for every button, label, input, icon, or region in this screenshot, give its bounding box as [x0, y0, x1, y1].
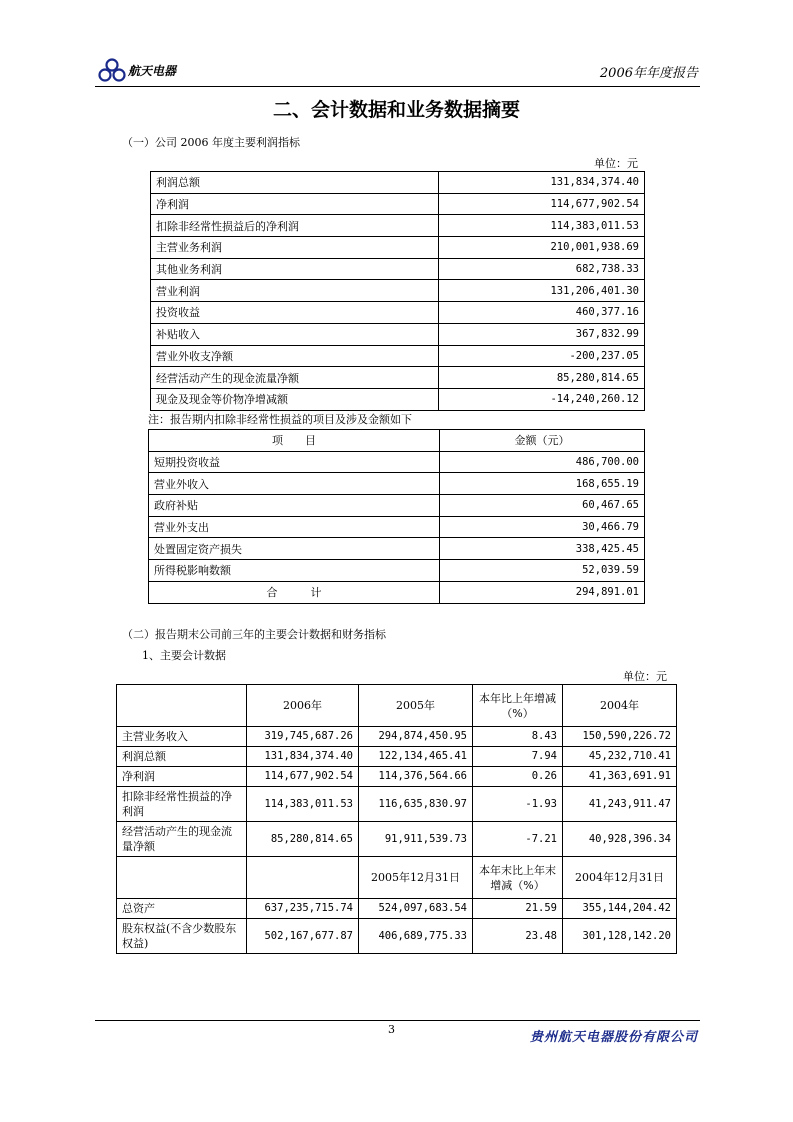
total-value: 294,891.01: [440, 581, 645, 603]
table-row: [117, 899, 677, 919]
value-2004: 41,363,691.91: [563, 767, 677, 787]
row-label: 扣除非经常性损益后的净利润: [151, 215, 439, 237]
company-logo-icon: [95, 58, 129, 82]
profit-indicators-table: [150, 171, 645, 411]
table-row: [151, 172, 645, 194]
value-change: 21.59: [473, 899, 563, 919]
row-label: 经营活动产生的现金流量净额: [117, 822, 247, 857]
table-row: [149, 495, 645, 517]
section2-heading: （二）报告期末公司前三年的主要会计数据和财务指标: [122, 628, 386, 641]
section2-unit: 单位：元: [623, 670, 667, 683]
table-header-row: [149, 430, 645, 452]
section2-subheading: 1、主要会计数据: [142, 649, 226, 662]
table-row: [149, 516, 645, 538]
section1-unit: 单位：元: [594, 157, 638, 170]
row-value: 460,377.16: [439, 302, 645, 324]
row-label: 主营业务利润: [151, 237, 439, 259]
row-value: 114,383,011.53: [439, 215, 645, 237]
row-label: 其他业务利润: [151, 258, 439, 280]
table-row: [151, 237, 645, 259]
row-value: 210,001,938.69: [439, 237, 645, 259]
table-row: [151, 345, 645, 367]
table-row: [151, 388, 645, 410]
value-change: 23.48: [473, 919, 563, 954]
row-label: 主营业务收入: [117, 727, 247, 747]
col-amount-header: 金额（元）: [440, 430, 645, 452]
row-label: 净利润: [151, 193, 439, 215]
col-2005-end-header: 2005年12月31日: [359, 857, 473, 899]
row-value: 367,832.99: [439, 323, 645, 345]
table-subheader-row: [117, 857, 677, 899]
value-2004: 45,232,710.41: [563, 747, 677, 767]
row-label: 经营活动产生的现金流量净额: [151, 367, 439, 389]
table-row: [117, 727, 677, 747]
table-row: [151, 323, 645, 345]
table-row: [151, 258, 645, 280]
value-change: 0.26: [473, 767, 563, 787]
page-header: [95, 52, 700, 87]
report-year: 2006年年度报告: [599, 66, 698, 81]
empty-cell: [247, 857, 359, 899]
row-label: 扣除非经常性损益的净利润: [117, 787, 247, 822]
table-row: [117, 747, 677, 767]
col-item-header: 项 目: [149, 430, 440, 452]
row-value: -14,240,260.12: [439, 388, 645, 410]
value-2005: 122,134,465.41: [359, 747, 473, 767]
row-label: 利润总额: [117, 747, 247, 767]
table-row: [151, 302, 645, 324]
value-2004: 150,590,226.72: [563, 727, 677, 747]
value-2005: 294,874,450.95: [359, 727, 473, 747]
table-row: [117, 767, 677, 787]
row-label: 营业利润: [151, 280, 439, 302]
row-value: 52,039.59: [440, 560, 645, 582]
row-label: 政府补贴: [149, 495, 440, 517]
main-accounting-data-table: [116, 684, 677, 954]
row-label: 补贴收入: [151, 323, 439, 345]
col-2006-header: 2006年: [247, 685, 359, 727]
table-row: [149, 538, 645, 560]
empty-cell: [117, 857, 247, 899]
table-row: [117, 787, 677, 822]
non-recurring-items-table: [148, 429, 645, 604]
row-label: 总资产: [117, 899, 247, 919]
value-2005: 116,635,830.97: [359, 787, 473, 822]
table-row: [117, 919, 677, 954]
row-label: 投资收益: [151, 302, 439, 324]
section1-note: 注：报告期内扣除非经常性损益的项目及涉及金额如下: [148, 413, 412, 426]
value-2006: 114,383,011.53: [247, 787, 359, 822]
row-label: 现金及现金等价物净增减额: [151, 388, 439, 410]
value-2006: 637,235,715.74: [247, 899, 359, 919]
row-value: 131,206,401.30: [439, 280, 645, 302]
section1-heading: （一）公司 2006 年度主要利润指标: [122, 136, 300, 149]
value-2004: 40,928,396.34: [563, 822, 677, 857]
row-label: 股东权益(不含少数股东权益): [117, 919, 247, 954]
col-2004-header: 2004年: [563, 685, 677, 727]
table-header-row: [117, 685, 677, 727]
table-row: [151, 215, 645, 237]
table-row: [151, 193, 645, 215]
col-change-header: 本年比上年增减（%）: [473, 685, 563, 727]
value-2004: 355,144,204.42: [563, 899, 677, 919]
row-label: 净利润: [117, 767, 247, 787]
row-label: 处置固定资产损失: [149, 538, 440, 560]
row-label: 利润总额: [151, 172, 439, 194]
value-2006: 502,167,677.87: [247, 919, 359, 954]
col-2005-header: 2005年: [359, 685, 473, 727]
table-row: [151, 280, 645, 302]
table-row: [149, 451, 645, 473]
row-value: 486,700.00: [440, 451, 645, 473]
value-change: 7.94: [473, 747, 563, 767]
page-title: 二、会计数据和业务数据摘要: [272, 99, 520, 121]
row-label: 所得税影响数额: [149, 560, 440, 582]
value-2005: 524,097,683.54: [359, 899, 473, 919]
table-row: [149, 560, 645, 582]
value-change: 8.43: [473, 727, 563, 747]
page-number: 3: [388, 1023, 395, 1036]
value-2006: 131,834,374.40: [247, 747, 359, 767]
logo-text: 航天电器: [128, 64, 177, 78]
row-value: 131,834,374.40: [439, 172, 645, 194]
table-row: [151, 367, 645, 389]
footer-company-name: 贵州航天电器股份有限公司: [529, 1030, 698, 1045]
table-row: [117, 822, 677, 857]
value-2004: 301,128,142.20: [563, 919, 677, 954]
col-change-end-header: 本年末比上年末增减（%）: [473, 857, 563, 899]
row-value: 60,467.65: [440, 495, 645, 517]
value-2004: 41,243,911.47: [563, 787, 677, 822]
row-value: 338,425.45: [440, 538, 645, 560]
row-value: 114,677,902.54: [439, 193, 645, 215]
row-value: 30,466.79: [440, 516, 645, 538]
value-2005: 114,376,564.66: [359, 767, 473, 787]
row-label: 营业外支出: [149, 516, 440, 538]
total-row: [149, 581, 645, 603]
row-label: 营业外收支净额: [151, 345, 439, 367]
row-value: -200,237.05: [439, 345, 645, 367]
row-value: 682,738.33: [439, 258, 645, 280]
col-2004-end-header: 2004年12月31日: [563, 857, 677, 899]
value-2005: 406,689,775.33: [359, 919, 473, 954]
row-value: 168,655.19: [440, 473, 645, 495]
row-label: 短期投资收益: [149, 451, 440, 473]
value-2006: 319,745,687.26: [247, 727, 359, 747]
value-change: -7.21: [473, 822, 563, 857]
value-2005: 91,911,539.73: [359, 822, 473, 857]
row-label: 营业外收入: [149, 473, 440, 495]
total-label: 合 计: [149, 581, 440, 603]
table-row: [149, 473, 645, 495]
footer-divider: [95, 1020, 700, 1021]
value-2006: 114,677,902.54: [247, 767, 359, 787]
row-value: 85,280,814.65: [439, 367, 645, 389]
value-2006: 85,280,814.65: [247, 822, 359, 857]
value-change: -1.93: [473, 787, 563, 822]
